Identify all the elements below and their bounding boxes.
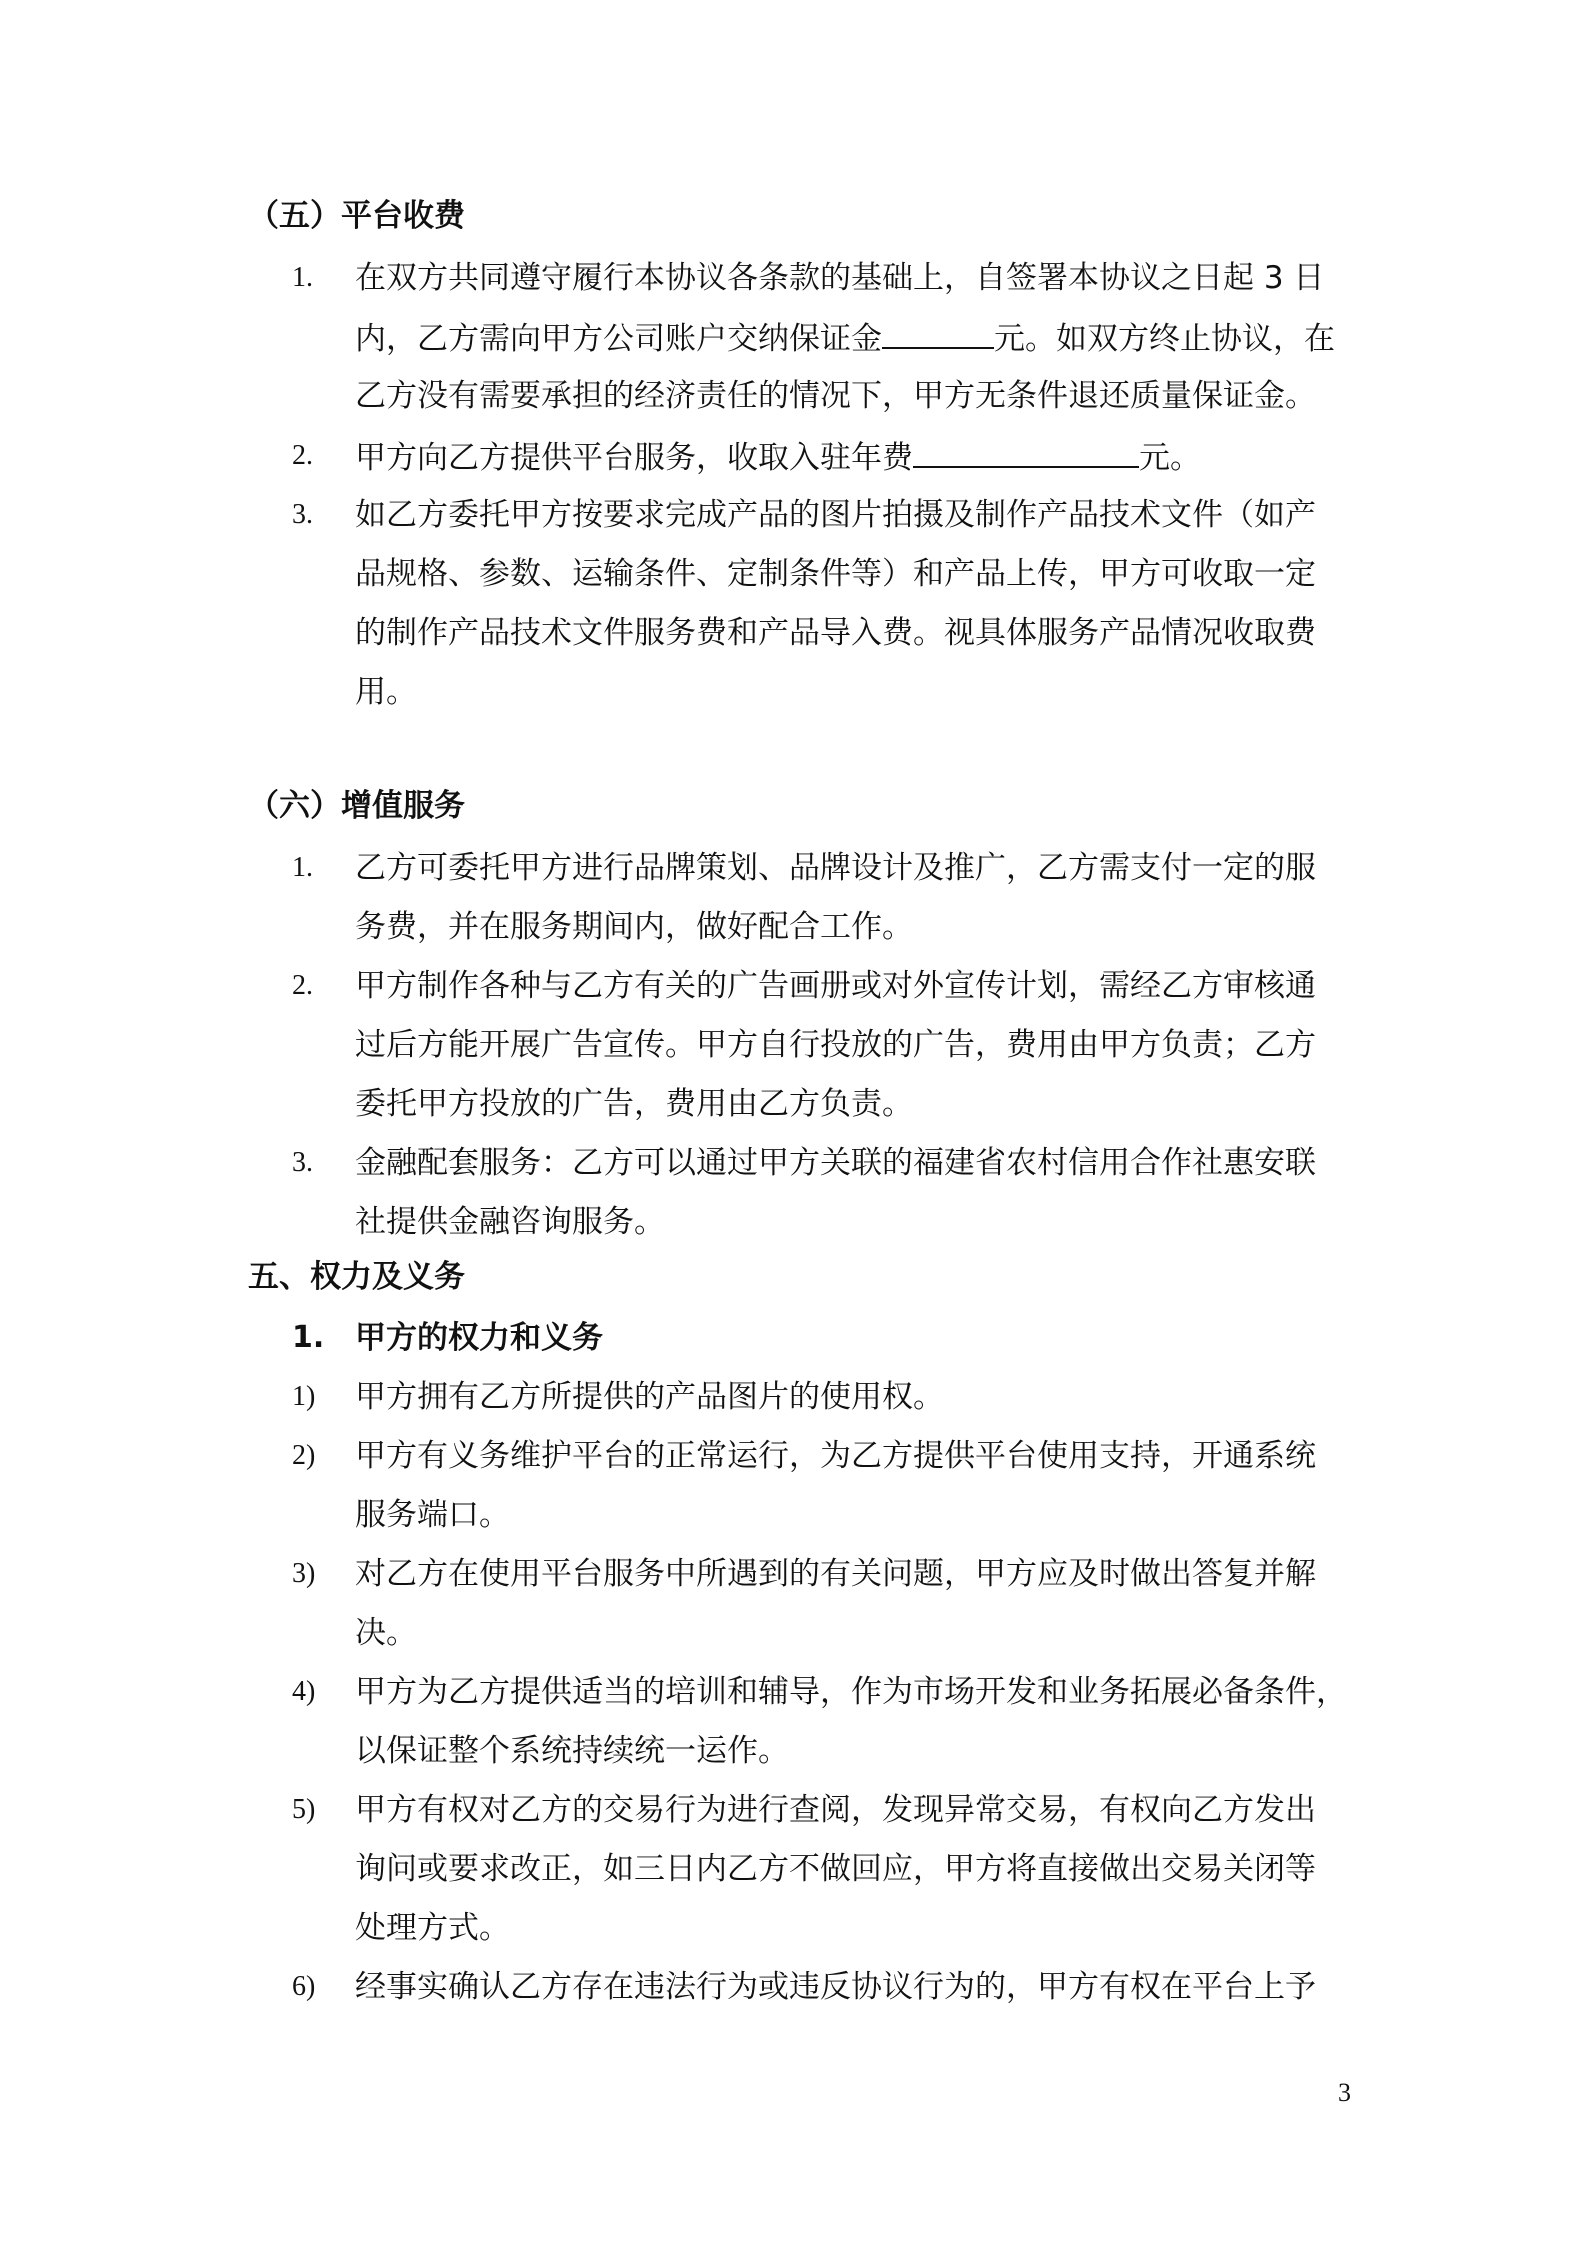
item-number: 5) — [292, 1794, 316, 1825]
item-number: 2) — [292, 1440, 316, 1471]
page-number: 3 — [1338, 2078, 1351, 2107]
item-text-line: 处理方式。 — [355, 1910, 510, 1946]
item-text-line: 甲方有权对乙方的交易行为进行查阅，发现异常交易，有权向乙方发出 — [355, 1792, 1316, 1828]
item-number: 1) — [292, 1381, 316, 1412]
item-text-line: 甲方制作各种与乙方有关的广告画册或对外宣传计划，需经乙方审核通 — [355, 968, 1316, 1004]
item-text-line: 社提供金融咨询服务。 — [355, 1204, 665, 1240]
item-text-line: 务费，并在服务期间内，做好配合工作。 — [355, 909, 913, 945]
item-text-line: 在双方共同遵守履行本协议各条款的基础上，自签署本协议之日起 3 日 — [355, 260, 1325, 296]
item-text-line: 品规格、参数、运输条件、定制条件等）和产品上传，甲方可收取一定 — [355, 556, 1316, 592]
item-text-line: 甲方为乙方提供适当的培训和辅导，作为市场开发和业务拓展必备条件， — [355, 1674, 1347, 1710]
item-text-line: 以保证整个系统持续统一运作。 — [355, 1733, 789, 1769]
item-text-line: 金融配套服务：乙方可以通过甲方关联的福建省农村信用合作社惠安联 — [355, 1145, 1316, 1181]
item-text-line: 经事实确认乙方存在违法行为或违反协议行为的，甲方有权在平台上予 — [355, 1969, 1316, 2005]
item-text-line: 的制作产品技术文件服务费和产品导入费。视具体服务产品情况收取费 — [355, 615, 1316, 651]
item-text-line: 对乙方在使用平台服务中所遇到的有关问题，甲方应及时做出答复并解 — [355, 1556, 1316, 1592]
item-text-line: 如乙方委托甲方按要求完成产品的图片拍摄及制作产品技术文件（如产 — [355, 497, 1316, 533]
item-text-after-blank: 元。如双方终止协议，在 — [994, 321, 1335, 357]
item-number: 4) — [292, 1676, 316, 1707]
item-number: 3. — [292, 499, 313, 530]
item-number: 2. — [292, 440, 313, 471]
item-text-line: 甲方有义务维护平台的正常运行，为乙方提供平台使用支持，开通系统 — [355, 1438, 1316, 1474]
chapter-heading-rights-and-obligations: 五、权力及义务 — [248, 1259, 465, 1295]
item-text-line: 委托甲方投放的广告，费用由乙方负责。 — [355, 1086, 913, 1122]
item-text-after-blank: 元。 — [1139, 440, 1201, 476]
item-text-line: 服务端口。 — [355, 1497, 510, 1533]
item-number: 1. — [292, 262, 313, 293]
section-heading-platform-fees: （五）平台收费 — [248, 198, 465, 234]
item-text-line: 甲方拥有乙方所提供的产品图片的使用权。 — [355, 1379, 944, 1415]
item-number: 6) — [292, 1971, 316, 2002]
deposit-amount-blank — [882, 317, 994, 349]
section-heading-value-added-services: （六）增值服务 — [248, 788, 465, 824]
item-text-line — [355, 317, 1335, 359]
item-text-line: 决。 — [355, 1615, 417, 1651]
item-text-line: 乙方没有需要承担的经济责任的情况下，甲方无条件退还质量保证金。 — [355, 378, 1316, 414]
item-text-line: 询问或要求改正，如三日内乙方不做回应，甲方将直接做出交易关闭等 — [355, 1851, 1316, 1887]
item-text-line: 用。 — [355, 674, 417, 710]
item-number: 3. — [292, 1147, 313, 1178]
item-text-line: 乙方可委托甲方进行品牌策划、品牌设计及推广，乙方需支付一定的服 — [355, 850, 1316, 886]
item-number: 2. — [292, 970, 313, 1001]
item-text-line: 过后方能开展广告宣传。甲方自行投放的广告，费用由甲方负责；乙方 — [355, 1027, 1316, 1063]
item-text-before-blank: 内，乙方需向甲方公司账户交纳保证金 — [355, 321, 882, 357]
item-number: 3) — [292, 1558, 316, 1589]
item-text-line — [355, 436, 1201, 478]
subsection-number: 1. — [292, 1320, 325, 1355]
item-number: 1. — [292, 852, 313, 883]
annual-fee-amount-blank — [913, 436, 1139, 468]
subsection-title: 甲方的权力和义务 — [355, 1320, 603, 1356]
item-text-before-blank: 甲方向乙方提供平台服务，收取入驻年费 — [355, 440, 913, 476]
